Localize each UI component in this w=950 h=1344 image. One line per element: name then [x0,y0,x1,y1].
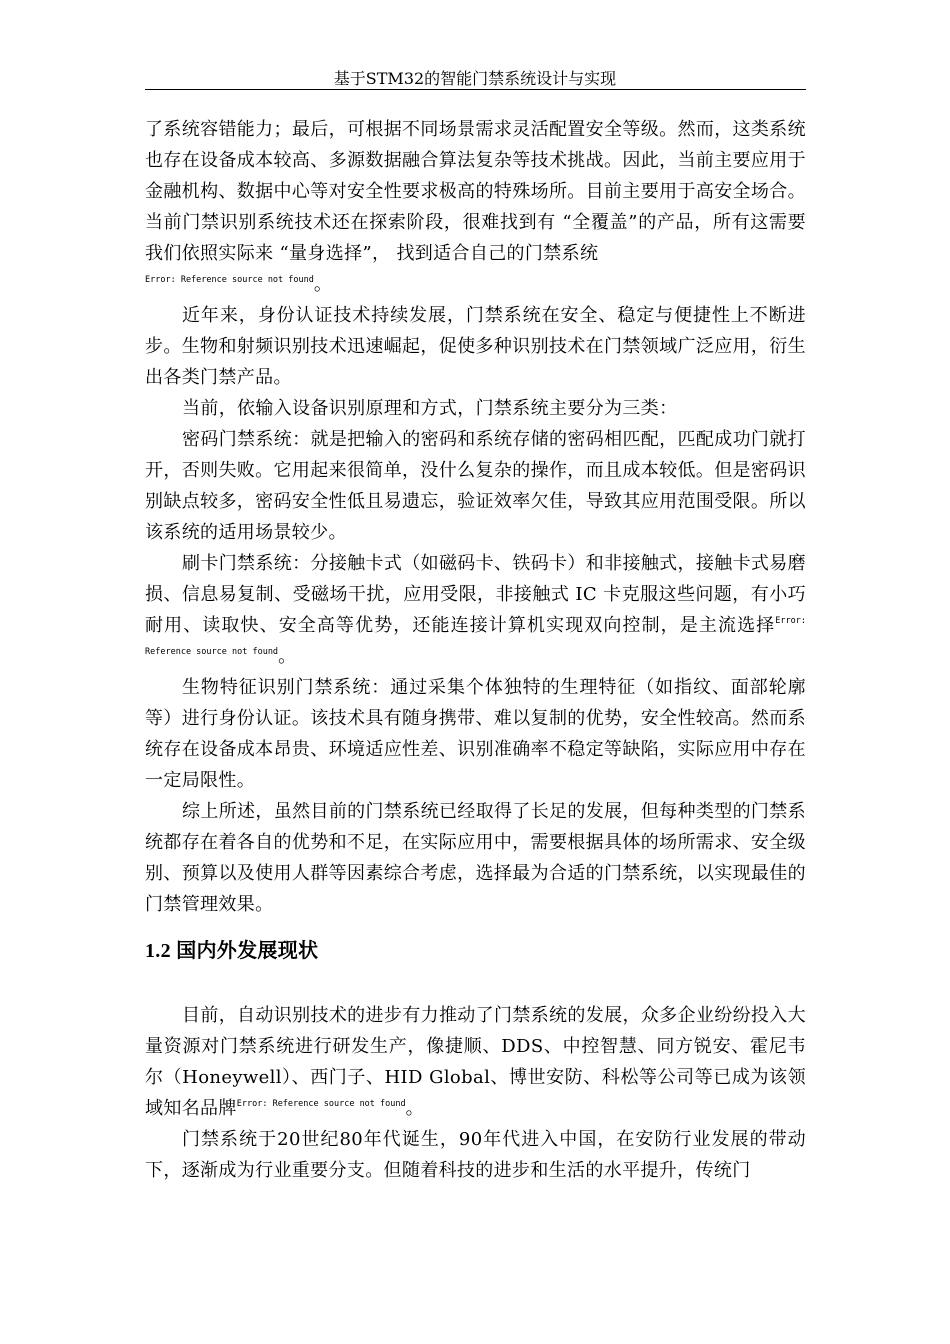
paragraph-password-access: 密码门禁系统：就是把输入的密码和系统存储的密码相匹配，匹配成功门就打开，否则失败。它用起来很简单，没什么复杂的操作，而且成本较低。但是密码识别缺点较多，密码安全性低且易遗忘，验证效率欠佳，导致其应用范围受限。所以该系统的适用场景较少。 [145,429,806,543]
page-body [145,114,806,1186]
running-header: 基于STM32的智能门禁系统设计与实现 [333,69,617,88]
paragraph-brands: 目前，自动识别技术的进步有力推动了门禁系统的发展，众多企业纷纷投入大量资源对门禁系统进行研发生产，像捷顺、DDS、中控智慧、同方锐安、霍尼韦尔（Honeywell）、西门子、HID Global、博世安防、科松等公司等已成为该领域知名品牌$^{Error: Reference source not found}$。 [145,1005,806,1119]
paragraph-summary: 综上所述，虽然目前的门禁系统已经取得了长足的发展，但每种类型的门禁系统都存在着各自的优势和不足，在实际应用中，需要根据具体的场所需求、安全级别、预算以及使用人群等因素综合考虑，选择最为合适的门禁系统，以实现最佳的门禁管理效果。 [145,801,806,915]
reference-error: Error: Reference source not found [145,275,314,285]
paragraph-classification: 当前，依输入设备识别原理和方式，门禁系统主要分为三类： [182,398,678,419]
reference-error: Error: Reference source not found [236,1099,406,1109]
paragraph-card-access: 刷卡门禁系统：分接触卡式（如磁码卡、铁码卡）和非接触式，接触卡式易磨损、信息易复制、受磁场干扰，应用受限，非接触式 IC 卡克服这些问题，有小巧耐用、读取快、安全高等优势，还能连接计算机实现双向控制，是主流选择$^{Error: Reference source not found}$。 [145,553,806,667]
paragraph-continuation: 了系统容错能力；最后，可根据不同场景需求灵活配置安全等级。然而，这类系统也存在设备成本较高、多源数据融合算法复杂等技术挑战。因此，当前主要应用于金融机构、数据中心等对安全性要求极高的特殊场所。目前主要用于高安全场合。当前门禁识别系统技术还在探索阶段，很难找到有 “全覆盖”的产品，所有这需要我们依照实际来 “量身选择”， 找到适合自己的门禁系统 $^{Error: Reference source not found}$。 [145,119,806,295]
paragraph-recent-development: 近年来，身份认证技术持续发展，门禁系统在安全、稳定与便捷性上不断进步。生物和射频识别技术迅速崛起，促使多种识别技术在门禁领域广泛应用，衍生出各类门禁产品。 [145,305,806,388]
paragraph-biometric-access: 生物特征识别门禁系统：通过采集个体独特的生理特征（如指纹、面部轮廓等）进行身份认证。该技术具有随身携带、难以复制的优势，安全性较高。然而系统存在设备成本昂贵、环境适应性差、识别准确率不稳定等缺陷，实际应用中存在一定局限性。 [145,677,806,791]
section-heading: 1.2 国内外发展现状 [145,940,319,962]
header-rule [145,89,806,90]
paragraph-history: 门禁系统于20世纪80年代诞生，90年代进入中国，在安防行业发展的带动下，逐渐成为行业重要分支。但随着科技的进步和生活的水平提升，传统门 [145,1129,806,1181]
reference-error: Error: Reference source not found [145,616,806,657]
